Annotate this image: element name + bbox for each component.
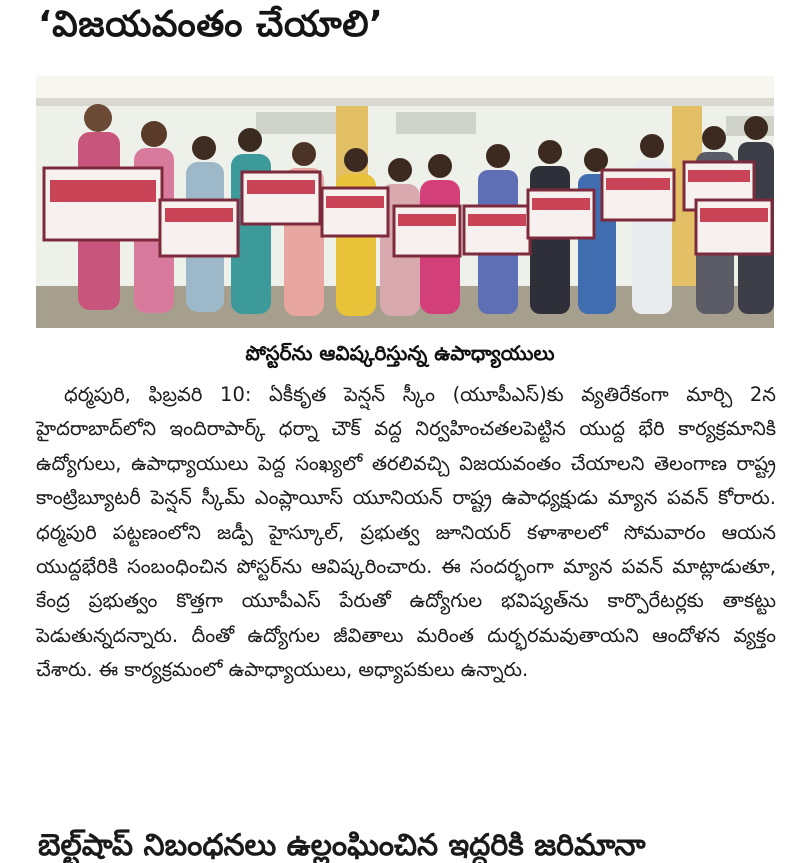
teachers-with-posters-image bbox=[36, 76, 774, 328]
news-photo bbox=[36, 76, 774, 328]
article-paragraph: ధర్మపురి, ఫిబ్రవరి 10: ఏకీకృత పెన్షన్ స్కీం (యూపీఎస్)కు వ్యతిరేకంగా మార్చి 2న హైదరాబాద్‌లోని ఇందిరాపార్క్ ధర్నా చౌక్ వద్ద నిర్వహించతలపెట్టిన యుద్ద భేరి కార్యక్రమానికి ఉద్యోగులు, ఉపాధ్యాయులు పెద్ద సంఖ్యలో తరలివచ్చి విజయవంతం చేయాలని తెలంగాణ రాష్ట్ర కాంట్రిబ్యూటరీ పెన్షన్ స్కీమ్ ఎంప్లాయీస్ యూనియన్ రాష్ట్ర ఉపాధ్యక్షుడు మ్యాన పవన్ కోరారు. ధర్మపురి పట్టణంలోని జడ్పీ హైస్కూల్, ప్రభుత్వ జూనియర్ కళాశాలలో సోమవారం ఆయన యుద్దభేరికి సంబంధించిన పోస్టర్‌ను ఆవిష్కరించారు. ఈ సందర్భంగా మ్యాన పవన్ మాట్లాడుతూ, కేంద్ర ప్రభుత్వం కొత్తగా యూపీఎస్ పేరుతో ఉద్యోగుల భవిష్యత్‌ను కార్పొరేటర్లకు తాకట్టు పెడుతున్నదన్నారు. దీంతో ఉద్యోగుల జీవితాలు మరింత దుర్భరమవుతాయని ఆందోళన వ్యక్తం చేశారు. ఈ కార్యక్రమంలో ఉపాధ్యాయులు, అధ్యాపకులు ఉన్నారు. bbox=[36, 383, 776, 682]
article-body bbox=[36, 378, 776, 688]
article-headline: ‘విజయవంతం చేయాలి’ bbox=[38, 4, 384, 45]
next-article-headline: బెల్ట్‌షాప్ నిబంధనలు ఉల్లంఘించిన ఇద్దరికి జరిమానా bbox=[38, 828, 646, 863]
photo-caption: పోస్టర్‌ను ఆవిష్కరిస్తున్న ఉపాధ్యాయులు bbox=[245, 341, 555, 365]
